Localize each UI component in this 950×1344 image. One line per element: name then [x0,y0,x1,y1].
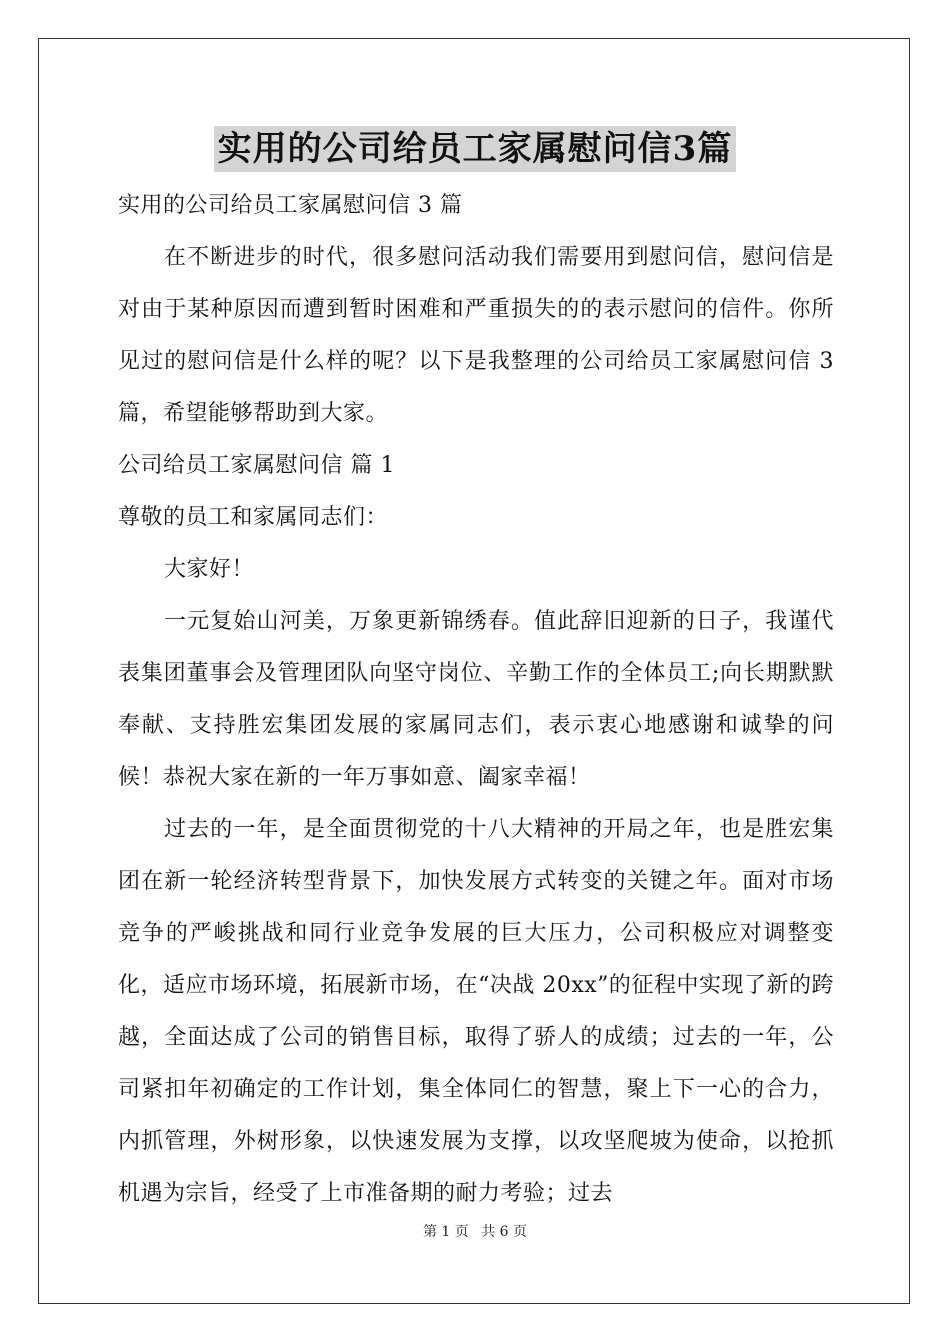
page-footer [0,1221,950,1241]
page-number: 第 1 页 [422,1224,469,1240]
paragraph-body-1: 一元复始山河美，万象更新锦绣春。值此辞旧迎新的日子，我谨代表集团董事会及管理团队向坚守岗位、辛勤工作的全体员工;向长期默默奉献、支持胜宏集团发展的家属同志们，表示衷心地感谢和诚挚的问候！恭祝大家在新的一年万事如意、阖家幸福！ [118,609,834,790]
greeting: 大家好！ [164,557,255,582]
subtitle: 实用的公司给员工家属慰问信 3 篇 [118,193,463,218]
document-title: 实用的公司给员工家属慰问信3篇 [214,126,737,172]
page-total: 共 6 页 [481,1224,528,1240]
paragraph-intro: 在不断进步的时代，很多慰问活动我们需要用到慰问信，慰问信是对由于某种原因而遭到暂时困难和严重损失的的表示慰问的信件。你所见过的慰问信是什么样的呢？以下是我整理的公司给员工家属慰问信 3 篇，希望能够帮助到大家。 [118,245,834,426]
document-body [118,180,834,1220]
paragraph-body-2: 过去的一年，是全面贯彻党的十八大精神的开局之年，也是胜宏集团在新一轮经济转型背景下，加快发展方式转变的关键之年。面对市场竞争的严峻挑战和同行业竞争发展的巨大压力，公司积极应对调整变化，适应市场环境，拓展新市场，在“决战 20xx”的征程中实现了新的跨越，全面达成了公司的销售目标，取得了骄人的成绩；过去的一年，公司紧扣年初确定的工作计划，集全体同仁的智慧，聚上下一心的合力，内抓管理，外树形象，以快速发展为支撑，以攻坚爬坡为使命，以抢抓机遇为宗旨，经受了上市准备期的耐力考验；过去 [118,817,834,1206]
section-heading: 公司给员工家属慰问信 篇 1 [118,453,395,478]
title-container [0,126,950,172]
salutation: 尊敬的员工和家属同志们： [118,505,389,530]
